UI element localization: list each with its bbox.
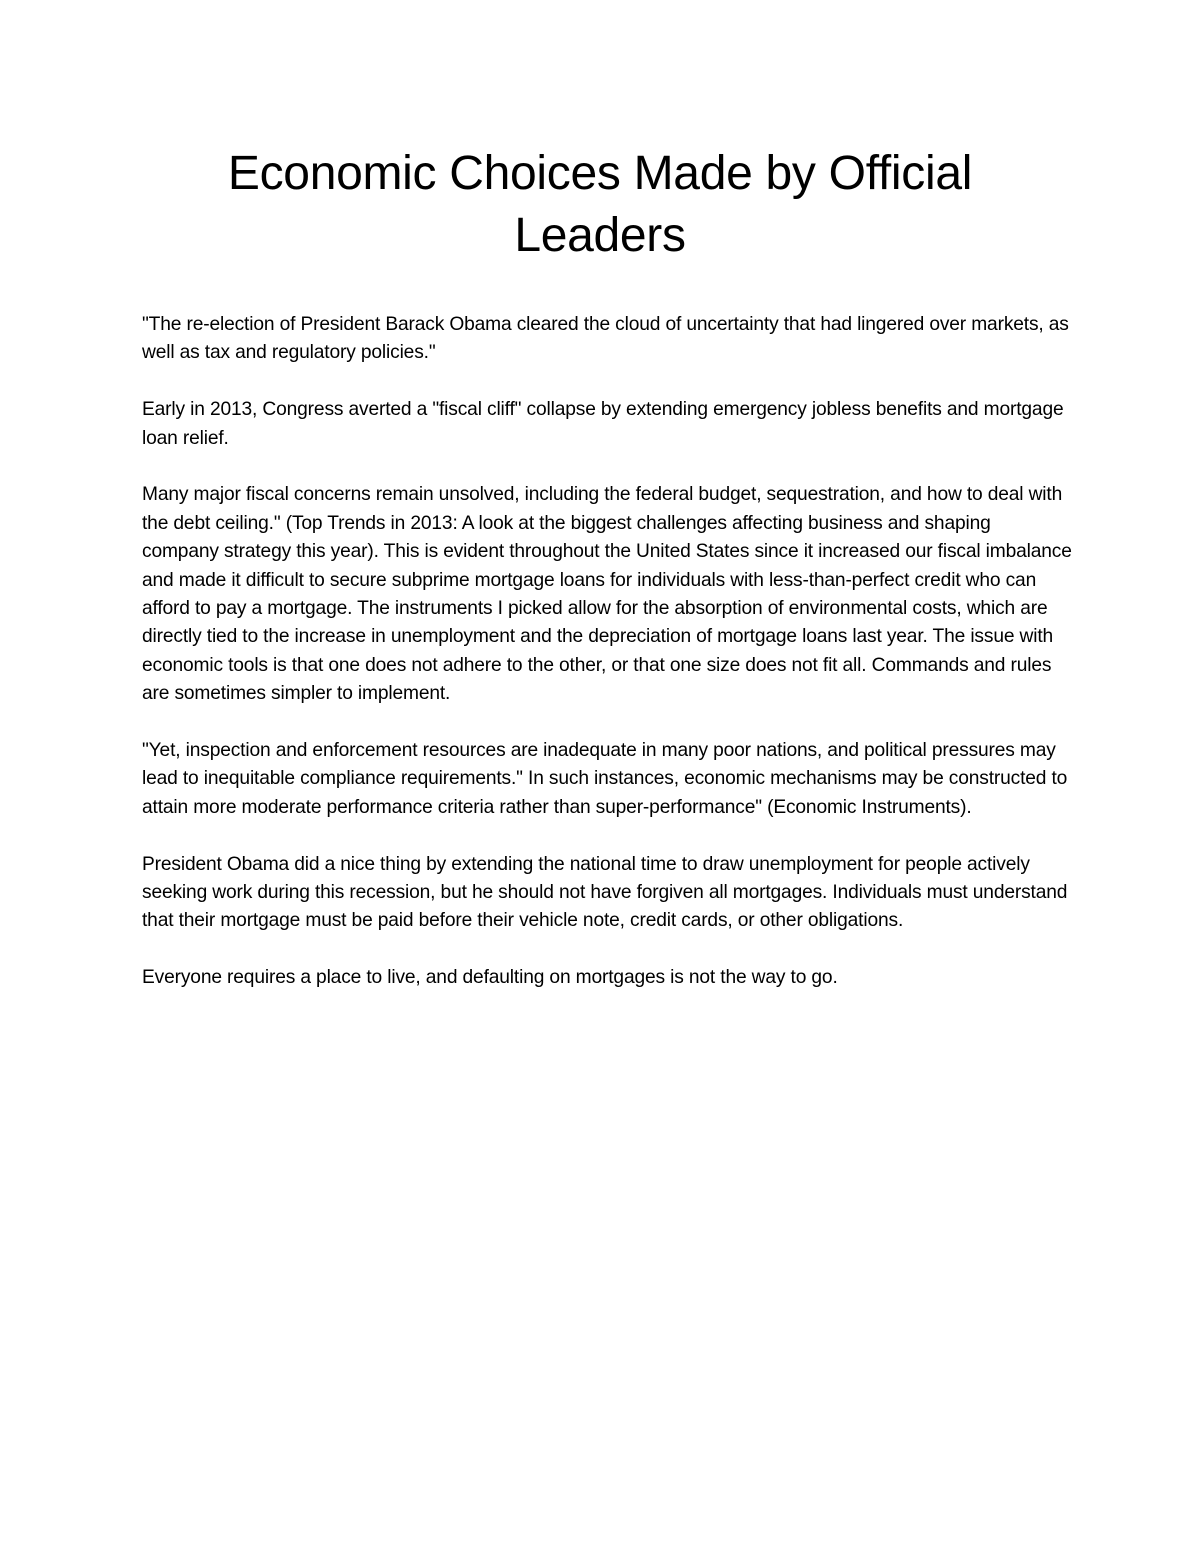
paragraph-4: "Yet, inspection and enforcement resources are inadequate in many poor nations, and political pressures may lead to inequitable compliance requirements." In such instances, economic mechanisms may be constructed to attain more moderate performance criteria rather than super-performance" (Economic Instruments). [142,740,1068,818]
document-title: Economic Choices Made by Official Leaders [227,147,973,262]
paragraph-1: "The re-election of President Barack Obama cleared the cloud of uncertainty that had lingered over markets, as well as tax and regulatory policies." [142,314,1069,364]
paragraph-3: Many major fiscal concerns remain unsolved, including the federal budget, sequestration, and how to deal with the debt ceiling." (Top Trends in 2013: A look at the biggest challenges affecting business and shaping company strategy this year). This is evident throughout the United States since it increased our fiscal imbalance and made it difficult to secure subprime mortgage loans for individuals with less-than-perfect credit who can afford to pay a mortgage. The instruments I picked allow for the absorption of environmental costs, which are directly tied to the increase in unemployment and the depreciation of mortgage loans last year. The issue with economic tools is that one does not adhere to the other, or that one size does not fit all. Commands and rules are sometimes simpler to implement. [142,484,1072,705]
document-body [142,311,1072,1021]
paragraph-5: President Obama did a nice thing by extending the national time to draw unemployment for people actively seeking work during this recession, but he should not have forgiven all mortgages. Individuals must understand that their mortgage must be paid before their vehicle note, credit cards, or other obligations. [142,853,1068,932]
paragraph-2: Early in 2013, Congress averted a "fiscal cliff" collapse by extending emergency jobless benefits and mortgage loan relief. [142,399,1064,449]
paragraph-6: Everyone requires a place to live, and defaulting on mortgages is not the way to go. [142,967,838,989]
